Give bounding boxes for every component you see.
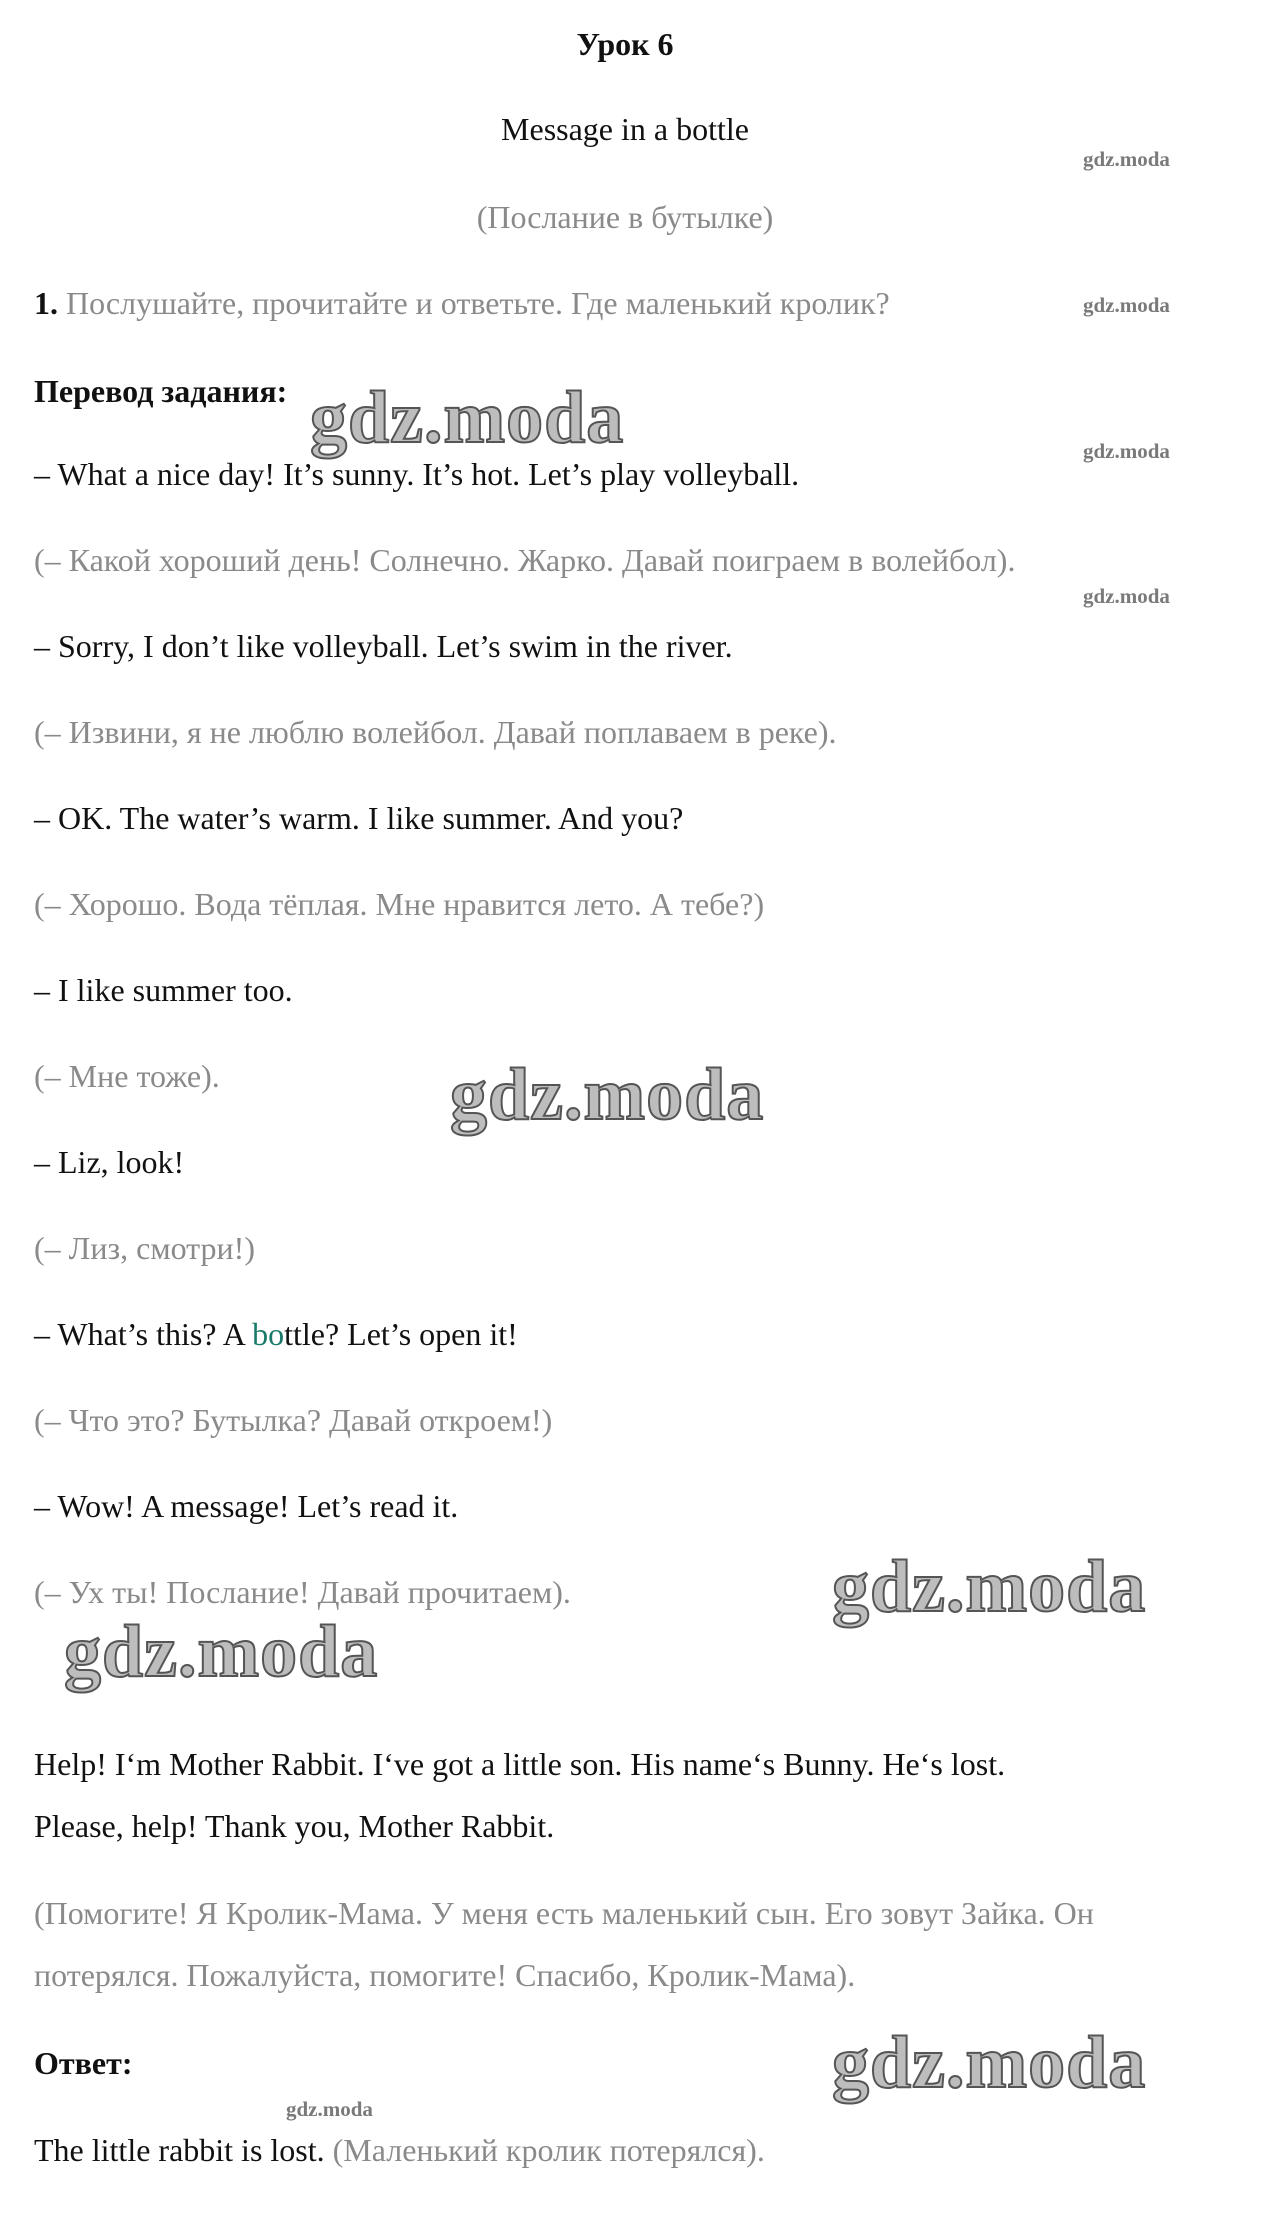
answer-en: The little rabbit is lost. — [34, 2132, 325, 2168]
answer-heading: Ответ: — [34, 2045, 133, 2081]
answer-ru: (Маленький кролик потерялся). — [332, 2132, 765, 2168]
dialogue-line-ru: (– Извини, я не люблю волейбол. Давай поплаваем в реке). — [34, 714, 837, 750]
watermark-large: gdz.moda — [832, 2022, 1147, 2104]
watermark-large: gdz.moda — [310, 377, 625, 459]
task-number: 1. — [34, 285, 58, 321]
watermark-large: gdz.moda — [832, 1546, 1147, 1628]
dialogue-line-ru: (– Хорошо. Вода тёплая. Мне нравится лето. А тебе?) — [34, 886, 765, 922]
message-en-line: Help! I‘m Mother Rabbit. I‘ve got a little son. His name‘s Bunny. He‘s lost. — [34, 1746, 1006, 1782]
watermark-small: gdz.moda — [1083, 584, 1170, 608]
dialogue-text-highlight: bo — [252, 1316, 285, 1352]
dialogue-line-en — [34, 1314, 518, 1354]
dialogue-line-en: – Sorry, I don’t like volleyball. Let’s swim in the river. — [34, 628, 733, 664]
lesson-title: Урок 6 — [576, 26, 674, 62]
watermark-small: gdz.moda — [286, 2097, 373, 2121]
message-en-line: Please, help! Thank you, Mother Rabbit. — [34, 1808, 555, 1844]
watermark-large: gdz.moda — [450, 1054, 765, 1136]
message-ru-line: потерялся. Пожалуйста, помогите! Спасибо, Кролик-Мама). — [34, 1957, 856, 1993]
answer-text — [34, 2130, 765, 2170]
dialogue-text-before: – What’s this? A — [34, 1316, 253, 1352]
message-ru-line: (Помогите! Я Кролик-Мама. У меня есть маленький сын. Его зовут Зайка. Он — [34, 1895, 1094, 1931]
task-instruction-text: Послушайте, прочитайте и ответьте. Где маленький кролик? — [66, 285, 890, 321]
dialogue-line-en: – I like summer too. — [34, 972, 293, 1008]
watermark-large: gdz.moda — [64, 1611, 379, 1693]
dialogue-line-en: – OK. The water’s warm. I like summer. And you? — [34, 800, 684, 836]
dialogue-line-ru: (– Мне тоже). — [34, 1058, 220, 1094]
dialogue-line-ru: (– Какой хороший день! Солнечно. Жарко. Давай поиграем в волейбол). — [34, 542, 1016, 578]
dialogue-line-ru: (– Лиз, смотри!) — [34, 1230, 255, 1266]
unit-title-translation: (Послание в бутылке) — [476, 199, 774, 235]
dialogue-line-en: – Liz, look! — [34, 1144, 185, 1180]
task-instruction — [34, 283, 890, 323]
dialogue-line-en: – What a nice day! It’s sunny. It’s hot. Let’s play volleyball. — [34, 456, 800, 492]
translation-heading: Перевод задания: — [34, 373, 288, 409]
watermark-small: gdz.moda — [1083, 293, 1170, 317]
dialogue-text-after: ttle? Let’s open it! — [284, 1316, 518, 1352]
watermark-small: gdz.moda — [1083, 439, 1170, 463]
unit-title: Message in a bottle — [501, 111, 749, 147]
dialogue-line-ru: (– Что это? Бутылка? Давай откроем!) — [34, 1402, 553, 1438]
dialogue-line-ru: (– Ух ты! Послание! Давай прочитаем). — [34, 1574, 571, 1610]
dialogue-line-en: – Wow! A message! Let’s read it. — [34, 1488, 459, 1524]
watermark-small: gdz.moda — [1083, 147, 1170, 171]
